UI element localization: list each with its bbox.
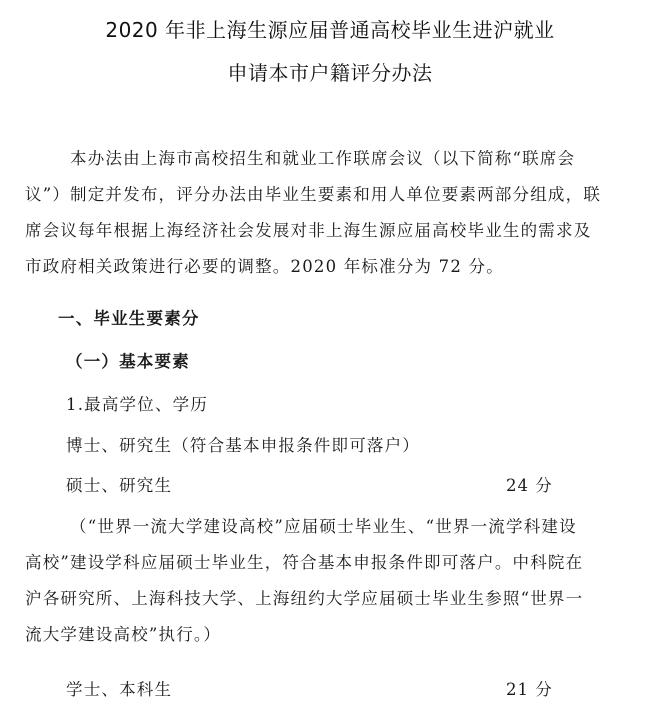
item-heading-degree: 1.最高学位、学历 bbox=[66, 395, 209, 414]
note-line-1: （“世界一流大学建设高校”应届硕士毕业生、“世界一流学科建设 bbox=[70, 517, 577, 536]
bachelor-row-label: 学士、本科生 bbox=[66, 680, 173, 699]
document-title-line-1: 2020 年非上海生源应届普通高校毕业生进沪就业 bbox=[105, 18, 555, 42]
intro-line-4: 市政府相关政策进行必要的调整。2020 年标准分为 72 分。 bbox=[25, 257, 504, 276]
section-heading-graduate-factors: 一、毕业生要素分 bbox=[58, 309, 200, 328]
intro-line-2: 议”）制定并发布，评分办法由毕业生要素和用人单位要素两部分组成，联 bbox=[25, 185, 602, 204]
intro-line-3: 席会议每年根据上海经济社会发展对非上海生源应届高校毕业生的需求及 bbox=[25, 221, 592, 240]
master-row-label: 硕士、研究生 bbox=[66, 476, 173, 495]
note-line-2: 高校”建设学科应届硕士毕业生，符合基本申报条件即可落户。中科院在 bbox=[25, 553, 584, 572]
phd-row: 博士、研究生（符合基本申报条件即可落户） bbox=[66, 436, 420, 455]
master-row-score: 24 分 bbox=[506, 476, 553, 495]
bachelor-row-score: 21 分 bbox=[506, 680, 553, 699]
intro-line-1: 本办法由上海市高校招生和就业工作联席会议（以下简称“联席会 bbox=[70, 149, 576, 168]
note-line-3: 沪各研究所、上海科技大学、上海纽约大学应届硕士毕业生参照“世界一 bbox=[25, 589, 584, 608]
subsection-heading-basic-factors: （一）基本要素 bbox=[66, 352, 190, 371]
note-line-4: 流大学建设高校”执行。） bbox=[25, 625, 222, 644]
document-title-line-2: 申请本市户籍评分办法 bbox=[227, 61, 433, 85]
